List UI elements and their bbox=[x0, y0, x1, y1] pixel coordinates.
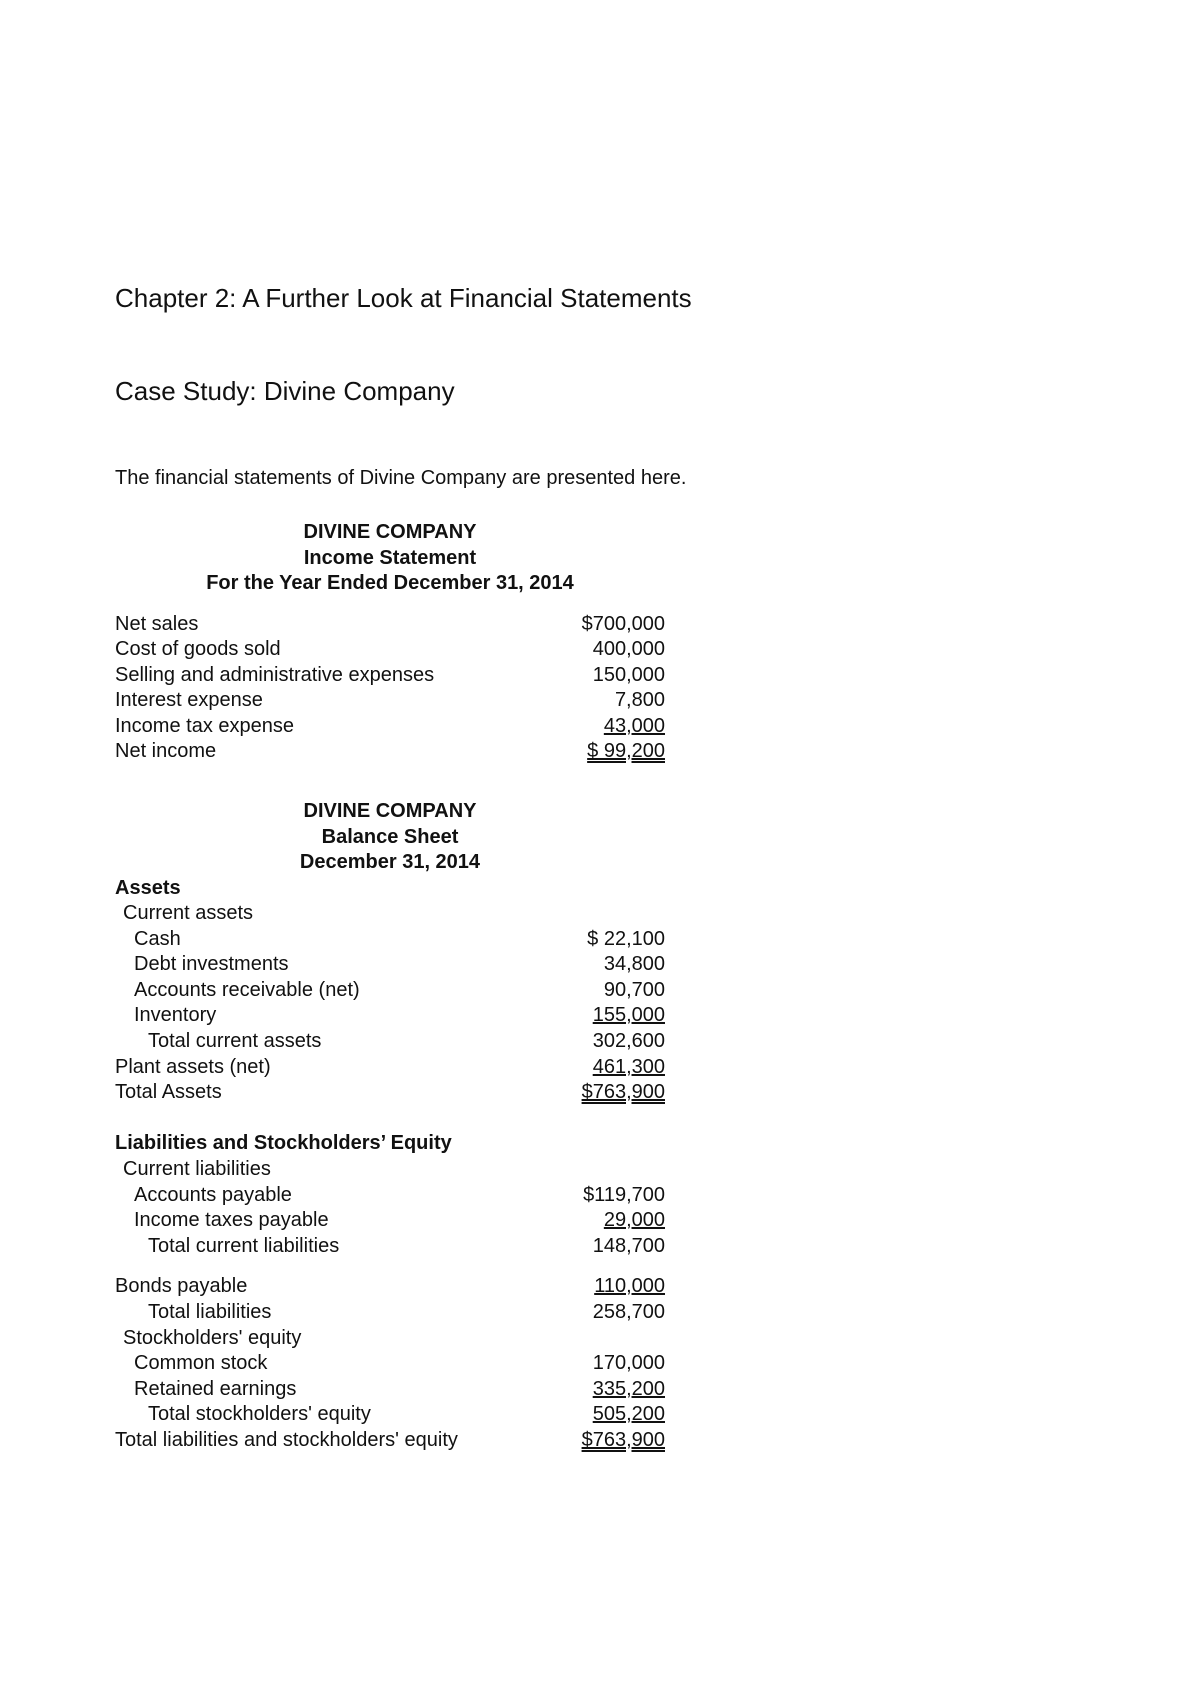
row-amount: 335,200 bbox=[592, 1377, 665, 1400]
balance-row bbox=[115, 1300, 665, 1326]
row-amount: 34,800 bbox=[603, 953, 665, 976]
row-label: Total current liabilities bbox=[148, 1234, 340, 1257]
row-amount: 7,800 bbox=[614, 689, 665, 712]
row-label: Cash bbox=[134, 927, 181, 950]
row-amount: $ 99,200 bbox=[587, 740, 665, 763]
row-label: Debt investments bbox=[134, 953, 289, 976]
row-label: Retained earnings bbox=[134, 1377, 297, 1400]
subsection-label: Stockholders' equity bbox=[123, 1326, 302, 1349]
balance-sheet-date: December 31, 2014 bbox=[299, 851, 481, 873]
balance-row bbox=[115, 1029, 665, 1055]
intro-text: The financial statements of Divine Company are presented here. bbox=[115, 467, 687, 489]
row-label: Bonds payable bbox=[115, 1275, 248, 1298]
row-label: Income taxes payable bbox=[134, 1209, 329, 1232]
balance-row bbox=[115, 1351, 665, 1377]
row-amount: $763,900 bbox=[581, 1081, 665, 1104]
row-amount: $700,000 bbox=[581, 612, 665, 635]
balance-row bbox=[115, 1234, 665, 1260]
row-amount: 400,000 bbox=[592, 638, 665, 661]
row-label: Total liabilities and stockholders' equity bbox=[115, 1428, 458, 1451]
row-label: Inventory bbox=[134, 1004, 217, 1027]
row-amount: 461,300 bbox=[592, 1055, 665, 1078]
current-assets-heading bbox=[115, 901, 665, 927]
row-amount: 505,200 bbox=[592, 1403, 665, 1426]
section-heading: Assets bbox=[115, 876, 181, 899]
chapter-title: Chapter 2: A Further Look at Financial Statements bbox=[115, 283, 692, 313]
row-amount: 148,700 bbox=[592, 1234, 665, 1257]
income-row bbox=[115, 714, 665, 740]
income-statement-title: Income Statement bbox=[303, 546, 477, 569]
row-label: Common stock bbox=[134, 1352, 268, 1375]
income-row bbox=[115, 612, 665, 638]
row-amount: 302,600 bbox=[592, 1030, 665, 1053]
row-amount: 29,000 bbox=[603, 1209, 665, 1232]
row-amount: $119,700 bbox=[583, 1183, 665, 1206]
balance-row bbox=[115, 978, 665, 1004]
row-label: Total Assets bbox=[115, 1081, 222, 1104]
income-row-net-income bbox=[115, 739, 665, 765]
row-amount: $763,900 bbox=[581, 1428, 665, 1451]
row-amount: 110,000 bbox=[594, 1275, 665, 1298]
row-label: Plant assets (net) bbox=[115, 1055, 271, 1078]
row-label: Net income bbox=[115, 740, 217, 763]
subsection-label: Current assets bbox=[123, 902, 254, 925]
liabilities-heading bbox=[115, 1131, 665, 1157]
row-label: Selling and administrative expenses bbox=[115, 663, 435, 686]
income-statement-period: For the Year Ended December 31, 2014 bbox=[206, 572, 574, 594]
balance-row-total-assets bbox=[115, 1080, 665, 1106]
row-amount: 170,000 bbox=[592, 1352, 665, 1375]
balance-row bbox=[115, 1377, 665, 1403]
row-amount: 90,700 bbox=[603, 978, 665, 1001]
income-row bbox=[115, 688, 665, 714]
row-amount: $ 22,100 bbox=[587, 927, 665, 950]
balance-row bbox=[115, 952, 665, 978]
assets-heading bbox=[115, 876, 665, 902]
income-row bbox=[115, 637, 665, 663]
stockholders-equity-heading bbox=[115, 1326, 665, 1352]
row-label: Cost of goods sold bbox=[115, 638, 281, 661]
row-amount: 150,000 bbox=[592, 663, 665, 686]
case-study-title: Case Study: Divine Company bbox=[115, 376, 455, 406]
balance-row bbox=[115, 927, 665, 953]
balance-row-total-liabilities-equity bbox=[115, 1428, 665, 1454]
subsection-label: Current liabilities bbox=[123, 1158, 271, 1181]
current-liabilities-heading bbox=[115, 1157, 665, 1183]
balance-sheet bbox=[115, 799, 675, 1454]
row-amount: 155,000 bbox=[592, 1004, 665, 1027]
row-amount: 258,700 bbox=[592, 1301, 665, 1323]
row-label: Accounts receivable (net) bbox=[134, 978, 360, 1001]
row-label: Total liabilities bbox=[148, 1301, 272, 1323]
section-heading: Liabilities and Stockholders’ Equity bbox=[115, 1132, 452, 1155]
income-statement bbox=[115, 520, 675, 765]
balance-row bbox=[115, 1055, 665, 1081]
balance-row bbox=[115, 1003, 665, 1029]
row-label: Interest expense bbox=[115, 689, 263, 712]
income-row bbox=[115, 663, 665, 689]
balance-row bbox=[115, 1402, 665, 1428]
balance-row bbox=[115, 1183, 665, 1209]
income-company-name: DIVINE COMPANY bbox=[303, 521, 477, 543]
row-amount: 43,000 bbox=[603, 714, 665, 737]
balance-row bbox=[115, 1274, 665, 1300]
balance-sheet-title: Balance Sheet bbox=[321, 825, 459, 848]
row-label: Total current assets bbox=[148, 1030, 322, 1053]
balance-row bbox=[115, 1208, 665, 1234]
balance-company-name: DIVINE COMPANY bbox=[303, 800, 477, 822]
row-label: Total stockholders' equity bbox=[148, 1403, 371, 1426]
row-label: Accounts payable bbox=[134, 1183, 292, 1206]
row-label: Net sales bbox=[115, 612, 199, 635]
row-label: Income tax expense bbox=[115, 714, 294, 737]
